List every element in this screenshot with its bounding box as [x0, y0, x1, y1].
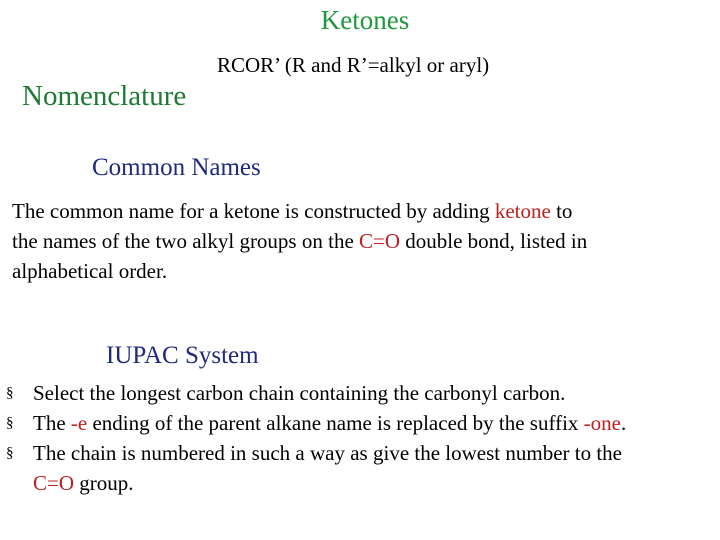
paragraph-line: alphabetical order.: [12, 259, 168, 283]
paragraph-line: [12, 226, 712, 256]
text-run: the names of the two alkyl groups on the: [12, 229, 360, 253]
iupac-heading: IUPAC System: [106, 342, 259, 369]
highlight-carbonyl: C=O: [33, 471, 75, 495]
text-run: double bond, listed in: [400, 229, 588, 253]
highlight-ketone: ketone: [494, 199, 551, 223]
nomenclature-label: Nomenclature: [22, 80, 187, 112]
list-item: [6, 408, 716, 438]
highlight-e-ending: -e: [70, 411, 88, 435]
text-run: The: [33, 411, 71, 435]
list-item: [6, 438, 716, 468]
text-run: ending of the parent alkane name is replaced by the suffix: [87, 411, 584, 435]
highlight-one-suffix: -one: [583, 411, 621, 435]
list-item: [6, 378, 716, 408]
common-names-heading: Common Names: [92, 154, 261, 181]
paragraph-line: [12, 196, 712, 226]
bullet-icon: §: [6, 445, 14, 461]
text-run: The common name for a ketone is constructed by adding: [12, 199, 495, 223]
slide-title: Ketones: [320, 5, 410, 35]
text-run: to: [550, 199, 573, 223]
bullet-icon: §: [6, 415, 14, 431]
iupac-bullet-list: [6, 378, 716, 498]
text-run: The chain is numbered in such a way as give the lowest number to the: [33, 441, 623, 465]
text-run: group.: [74, 471, 134, 495]
list-item-continuation: [6, 468, 716, 498]
text-run: .: [621, 411, 627, 435]
bullet-icon: §: [6, 385, 14, 401]
general-formula: RCOR’ (R and R’=alkyl or aryl): [217, 53, 490, 77]
common-names-paragraph: [12, 196, 712, 286]
text-run: Select the longest carbon chain containing the carbonyl carbon.: [33, 381, 566, 405]
highlight-carbonyl: C=O: [359, 229, 401, 253]
